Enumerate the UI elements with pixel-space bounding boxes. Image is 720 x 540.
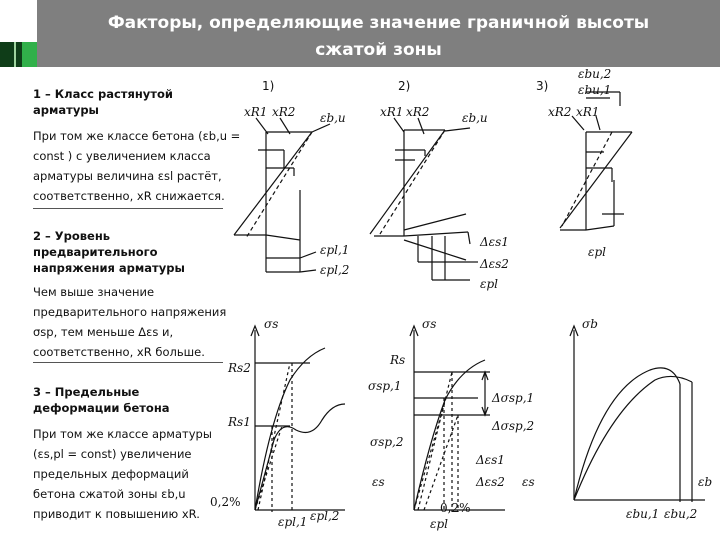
- label-n3: 3): [536, 79, 549, 93]
- text-line: σsp, тем меньше Δεs и,: [33, 325, 174, 339]
- text-line: соответственно, xR больше.: [33, 345, 205, 359]
- label-epl-c: εpl: [588, 245, 606, 259]
- label-xR2-a: xR2: [272, 105, 296, 119]
- label-sig-s2: σs: [422, 317, 437, 331]
- heading-line: арматуры: [33, 103, 99, 117]
- label-xR2-b: xR2: [406, 105, 430, 119]
- label-p02b: 0,2%: [440, 501, 471, 515]
- label-eps-s1: εs: [372, 475, 385, 489]
- label-xR1-c: xR1: [576, 105, 600, 119]
- heading-line: напряжения арматуры: [33, 261, 185, 275]
- text-line: арматуры величина εsl растёт,: [33, 169, 222, 183]
- label-xR2-c: xR2: [548, 105, 572, 119]
- text-line: приводит к повышению xR.: [33, 507, 200, 521]
- text-line: бетона сжатой зоны εb,u: [33, 487, 186, 501]
- label-Rs: Rs: [390, 353, 406, 367]
- text-line: предельных деформаций: [33, 467, 189, 481]
- label-epl2-g: εpl,2: [310, 509, 340, 523]
- label-ebu2-g: εbu,2: [664, 507, 698, 521]
- title-line: сжатой зоны: [315, 40, 442, 60]
- heading-line: 3 – Предельные: [33, 385, 140, 399]
- strain-diagram-1: [234, 118, 330, 272]
- label-Rs1: Rs1: [228, 415, 251, 429]
- label-ssp1: σsp,1: [368, 379, 402, 393]
- text-line: предварительного напряжения: [33, 305, 227, 319]
- label-ebu-a: εb,u: [320, 111, 346, 125]
- label-n1: 1): [262, 79, 275, 93]
- label-des2: Δεs2: [480, 257, 509, 271]
- label-des1: Δεs1: [480, 235, 509, 249]
- text-line: (εs,pl = const) увеличение: [33, 447, 192, 461]
- text-line: соответственно, xR снижается.: [33, 189, 225, 203]
- label-ebu1-g: εbu,1: [626, 507, 660, 521]
- label-n2: 2): [398, 79, 411, 93]
- title-line: Факторы, определяющие значение граничной высоты: [107, 13, 650, 33]
- text-line: При том же классе арматуры: [33, 427, 212, 441]
- label-epl-b: εpl: [480, 277, 498, 291]
- label-des1-g: Δεs1: [476, 453, 505, 467]
- label-epl1: εpl,1: [320, 243, 350, 257]
- label-dssp1: Δσsp,1: [492, 391, 535, 405]
- heading-line: 1 – Класс растянутой: [33, 87, 173, 101]
- label-ebu2: εbu,2: [578, 67, 612, 81]
- text-line: При том же классе бетона (εb,u =: [33, 129, 241, 143]
- label-sig-b: σb: [582, 317, 598, 331]
- stress-strain-graph-3: [570, 326, 705, 502]
- strain-diagram-2: [370, 118, 478, 280]
- label-epl2: εpl,2: [320, 263, 350, 277]
- label-epl-g: εpl: [430, 517, 448, 531]
- label-p02a: 0,2%: [210, 495, 241, 509]
- stress-strain-graph-1: [251, 326, 345, 512]
- heading-line: 2 – Уровень: [33, 229, 111, 243]
- label-Rs2: Rs2: [228, 361, 251, 375]
- label-ebu1: εbu,1: [578, 83, 612, 97]
- label-eps-s2: εs: [522, 475, 535, 489]
- heading-line: предварительного: [33, 245, 158, 259]
- label-ssp2: σsp,2: [370, 435, 404, 449]
- text-line: const ) с увеличением класса: [33, 149, 211, 163]
- label-xR1-b: xR1: [380, 105, 404, 119]
- label-ebu-b: εb,u: [462, 111, 488, 125]
- label-eps-b: εb: [698, 475, 713, 489]
- label-epl1-g: εpl,1: [278, 515, 308, 529]
- heading-line: деформации бетона: [33, 401, 170, 415]
- label-sig-s1: σs: [264, 317, 279, 331]
- label-dssp2: Δσsp,2: [492, 419, 535, 433]
- text-line: Чем выше значение: [33, 285, 155, 299]
- label-des2-g: Δεs2: [476, 475, 505, 489]
- label-xR1-a: xR1: [244, 105, 268, 119]
